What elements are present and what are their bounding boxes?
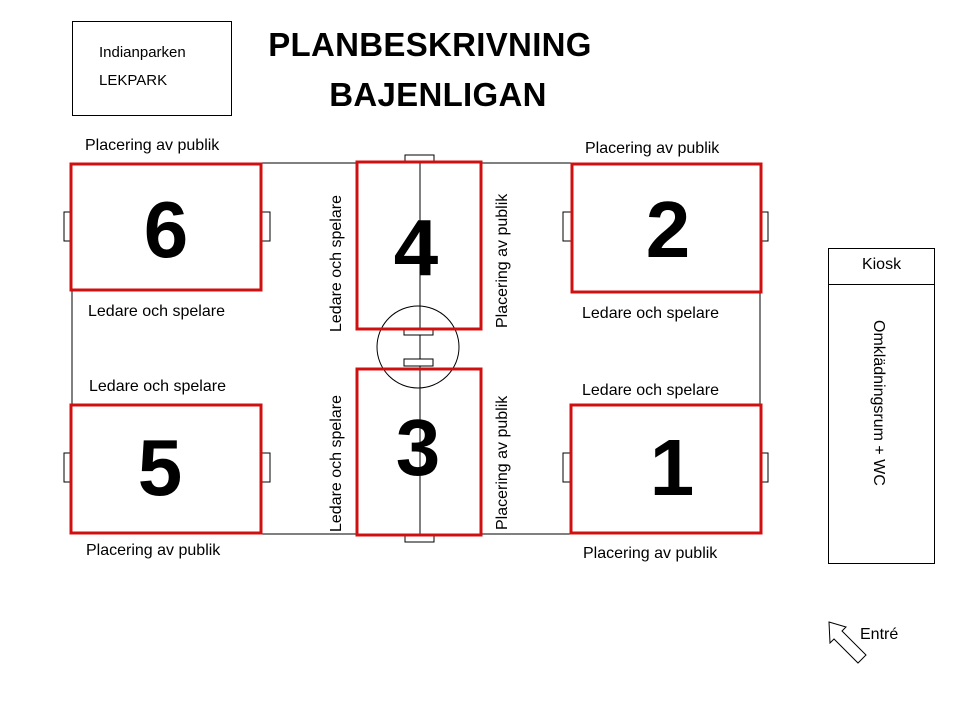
pitch-number-3: 3 [395,403,441,492]
label-audience-2: Placering av publik [585,140,720,157]
goal-6-right [262,212,270,241]
label-leaders-6: Ledare och spelare [88,303,225,320]
pitch-number-1: 1 [649,423,695,512]
goal-2-left [563,212,571,241]
label-audience-4: Placering av publik [494,193,511,328]
goal-5-right [262,453,270,482]
pitch-number-4: 4 [393,203,439,292]
title-line-1: PLANBESKRIVNING [268,26,592,63]
label-leaders-1: Ledare och spelare [582,382,719,399]
label-audience-3: Placering av publik [494,395,511,530]
park-box [72,21,232,116]
pitch-number-2: 2 [645,185,691,274]
changing-rooms-label: Omklädningsrum + WC [870,320,887,486]
label-audience-6: Placering av publik [85,137,220,154]
label-leaders-4: Ledare och spelare [328,195,345,332]
label-leaders-2: Ledare och spelare [582,305,719,322]
label-leaders-3: Ledare och spelare [328,395,345,532]
kiosk-label: Kiosk [861,256,902,273]
goal-center-lower [404,359,433,366]
label-leaders-5: Ledare och spelare [89,378,226,395]
label-audience-1: Placering av publik [583,545,718,562]
park-type: LEKPARK [99,72,168,89]
entrance-label: Entré [860,626,899,643]
centre-circle [377,306,459,388]
label-audience-5: Placering av publik [86,542,221,559]
title-line-2: BAJENLIGAN [329,76,547,113]
pitch-number-6: 6 [143,185,189,274]
park-name: Indianparken [99,44,186,61]
pitch-number-5: 5 [137,423,183,512]
